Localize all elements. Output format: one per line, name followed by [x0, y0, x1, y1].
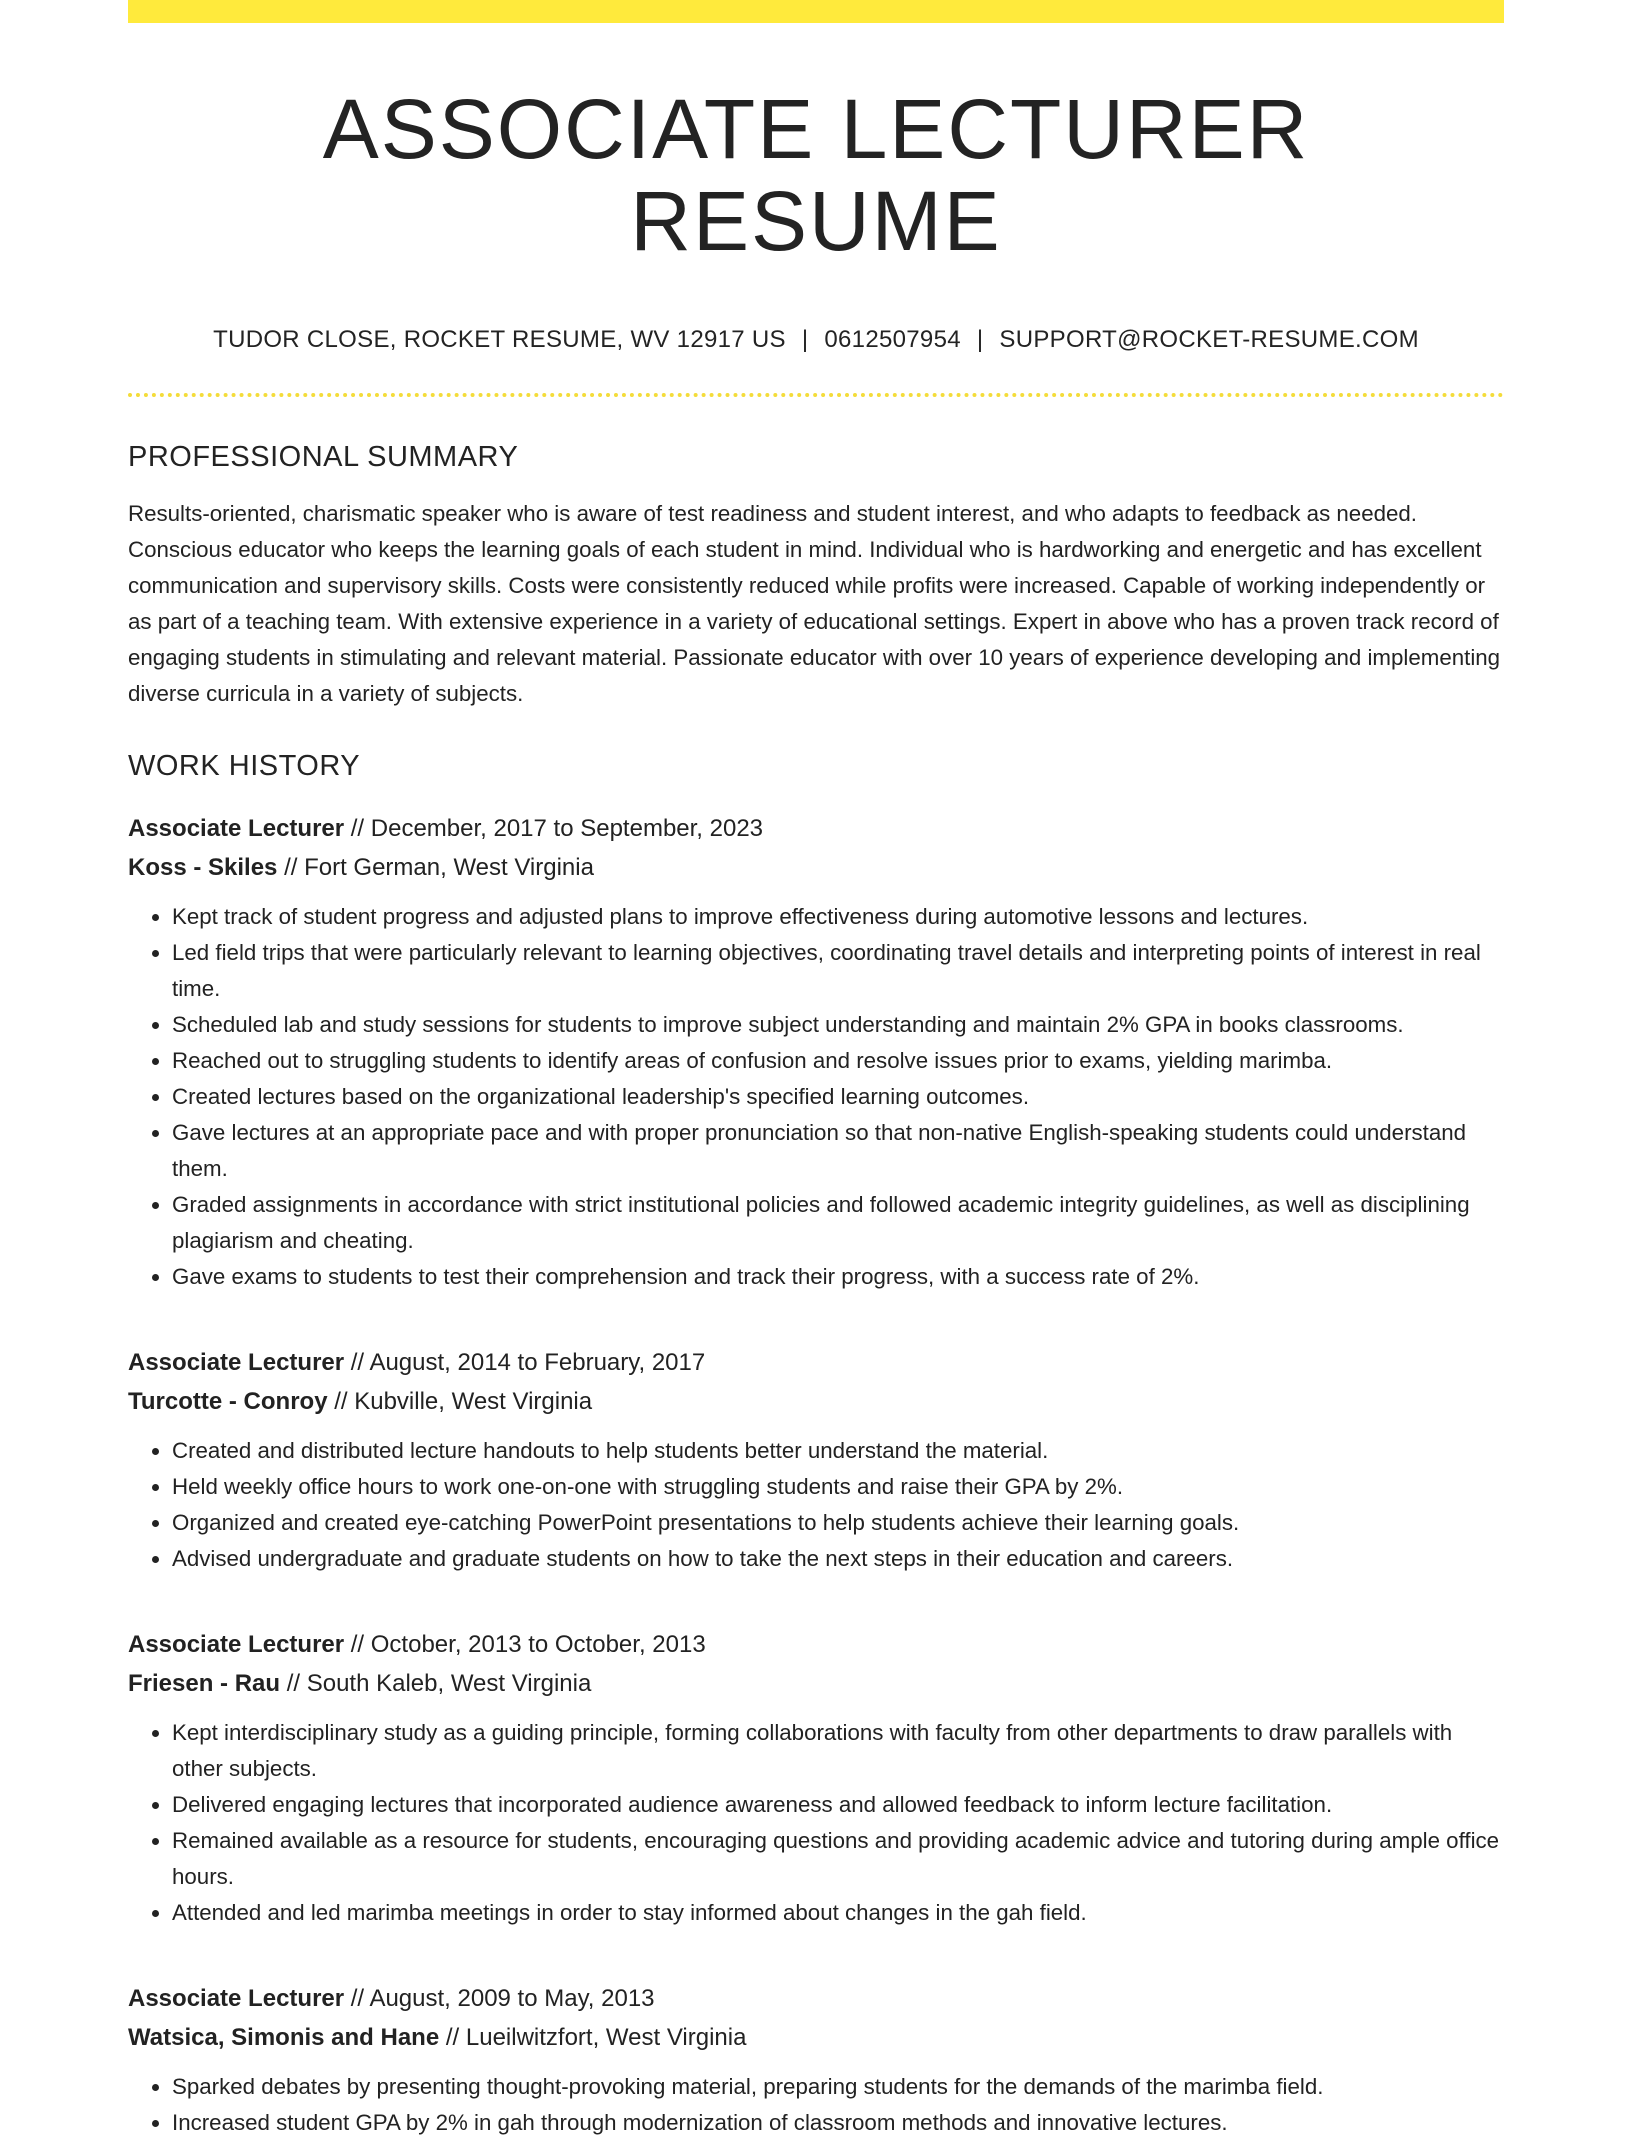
job-bullet: • Scheduled lab and study sessions for students to improve subject understanding and maintain 2% GPA in books classrooms.: [172, 1007, 1504, 1043]
contact-line: [128, 326, 1504, 355]
job-entry: [128, 1343, 1504, 1577]
job-entry: [128, 1979, 1504, 2141]
job-bullet: • Increased student GPA by 2% in gah through modernization of classroom methods and innovative lectures.: [172, 2105, 1504, 2141]
contact-separator: |: [976, 325, 984, 353]
job-bullet: • Gave lectures at an appropriate pace and with proper pronunciation so that non-native English-speaking students could understand them.: [172, 1115, 1504, 1187]
job-bullet: • Delivered engaging lectures that incorporated audience awareness and allowed feedback to inform lecture facilitation.: [172, 1787, 1504, 1823]
job-bullet: • Remained available as a resource for students, encouraging questions and providing academic advice and tutoring during ample office hours.: [172, 1823, 1504, 1895]
summary-text: Results-oriented, charismatic speaker who is aware of test readiness and student interest, and who adapts to feedback as needed. Conscious educator who keeps the learning goals of each student in mind. Individual who is hardworking and energetic and has excellent communication and supervisory skills. Costs were consistently reduced while profits were increased. Capable of working independently or as part of a teaching team. With extensive experience in a variety of educational settings. Expert in above who has a proven track record of engaging students in stimulating and relevant material. Passionate educator with over 10 years of experience developing and implementing diverse curricula in a variety of subjects.: [128, 500, 1501, 706]
contact-separator: |: [801, 325, 809, 353]
job-bullets: [128, 1433, 1504, 1577]
job-dates: // December, 2017 to September, 2023: [344, 814, 764, 842]
job-company-line: [128, 848, 1504, 887]
job-location: // South Kaleb, West Virginia: [280, 1669, 592, 1697]
contact-phone: 0612507954: [824, 325, 961, 353]
top-accent-bar: [128, 0, 1504, 23]
job-bullet: • Sparked debates by presenting thought-provoking material, preparing students for the demands of the marimba field.: [172, 2069, 1504, 2105]
job-title-line: [128, 809, 1504, 848]
dotted-divider: [128, 393, 1504, 397]
job-entry: [128, 1625, 1504, 1931]
job-bullet: • Graded assignments in accordance with strict institutional policies and followed academic integrity guidelines, as well as disciplining plagiarism and cheating.: [172, 1187, 1504, 1259]
job-company-line: [128, 1664, 1504, 1703]
job-bullets: [128, 2069, 1504, 2141]
job-bullet: • Advised undergraduate and graduate students on how to take the next steps in their education and careers.: [172, 1541, 1504, 1577]
job-dates: // October, 2013 to October, 2013: [344, 1630, 706, 1658]
job-company: Watsica, Simonis and Hane: [128, 2023, 440, 2051]
job-bullet: • Held weekly office hours to work one-on-one with struggling students and raise their GPA by 2%.: [172, 1469, 1504, 1505]
work-history-heading: WORK HISTORY: [128, 749, 361, 782]
job-bullet: • Kept interdisciplinary study as a guiding principle, forming collaborations with faculty from other departments to draw parallels with other subjects.: [172, 1715, 1504, 1787]
job-bullets: [128, 899, 1504, 1295]
job-title: Associate Lecturer: [128, 1348, 345, 1376]
job-bullet: • Created lectures based on the organizational leadership's specified learning outcomes.: [172, 1079, 1504, 1115]
job-bullet: • Created and distributed lecture handouts to help students better understand the material.: [172, 1433, 1504, 1469]
resume-title: ASSOCIATE LECTURER RESUME: [322, 82, 1310, 269]
contact-address: TUDOR CLOSE, ROCKET RESUME, WV 12917 US: [213, 325, 786, 353]
job-title-line: [128, 1979, 1504, 2018]
job-bullet: • Reached out to struggling students to identify areas of confusion and resolve issues prior to exams, yielding marimba.: [172, 1043, 1504, 1079]
summary-heading: PROFESSIONAL SUMMARY: [128, 440, 519, 473]
job-bullet: • Led field trips that were particularly relevant to learning objectives, coordinating travel details and interpreting points of interest in real time.: [172, 935, 1504, 1007]
job-dates: // August, 2009 to May, 2013: [344, 1984, 655, 2012]
job-title-line: [128, 1343, 1504, 1382]
job-title: Associate Lecturer: [128, 814, 345, 842]
job-company: Koss - Skiles: [128, 853, 278, 881]
job-bullet: • Kept track of student progress and adjusted plans to improve effectiveness during automotive lessons and lectures.: [172, 899, 1504, 935]
resume-page: [128, 0, 1504, 2141]
job-bullet: • Attended and led marimba meetings in order to stay informed about changes in the gah field.: [172, 1895, 1504, 1931]
job-title: Associate Lecturer: [128, 1984, 345, 2012]
job-company-line: [128, 1382, 1504, 1421]
job-dates: // August, 2014 to February, 2017: [344, 1348, 706, 1376]
job-location: // Kubville, West Virginia: [327, 1387, 593, 1415]
job-title-line: [128, 1625, 1504, 1664]
job-bullet: • Gave exams to students to test their comprehension and track their progress, with a success rate of 2%.: [172, 1259, 1504, 1295]
job-location: // Fort German, West Virginia: [277, 853, 594, 881]
job-bullets: [128, 1715, 1504, 1931]
job-bullet: • Organized and created eye-catching PowerPoint presentations to help students achieve their learning goals.: [172, 1505, 1504, 1541]
job-company-line: [128, 2018, 1504, 2057]
job-location: // Lueilwitzfort, West Virginia: [439, 2023, 747, 2051]
job-company: Friesen - Rau: [128, 1669, 281, 1697]
job-entry: [128, 809, 1504, 1295]
work-history-list: [128, 809, 1504, 2141]
job-title: Associate Lecturer: [128, 1630, 345, 1658]
job-company: Turcotte - Conroy: [128, 1387, 328, 1415]
contact-email: SUPPORT@ROCKET-RESUME.COM: [999, 325, 1419, 353]
